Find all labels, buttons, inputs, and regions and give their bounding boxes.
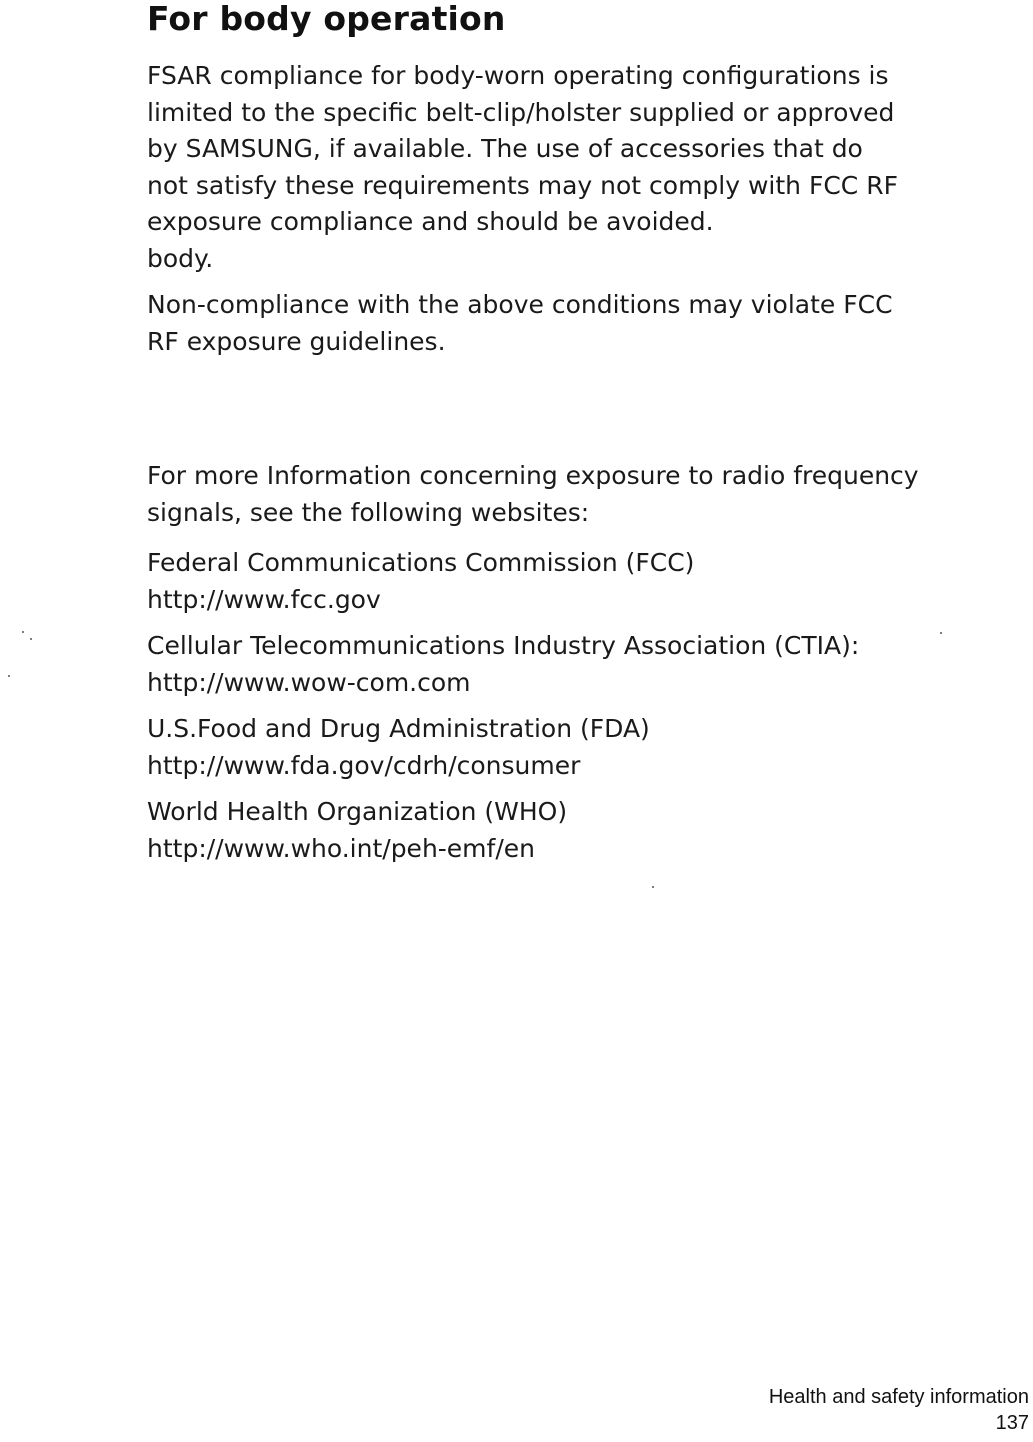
website-name: Federal Communications Commission (FCC): [147, 548, 695, 577]
page-content: [147, 0, 1027, 867]
non-compliance-paragraph: [147, 287, 1027, 360]
scan-speck: [22, 631, 24, 633]
more-info-paragraph: [147, 458, 1027, 531]
paragraph-line: Non-compliance with the above conditions may violate FCC: [147, 290, 893, 319]
paragraph-line: exposure compliance and should be avoided.: [147, 207, 714, 236]
website-link[interactable]: http://www.fcc.gov: [147, 584, 381, 614]
section-heading: For body operation: [147, 0, 506, 38]
website-name: World Health Organization (WHO): [147, 797, 568, 826]
paragraph-line: by SAMSUNG, if available. The use of accessories that do: [147, 134, 863, 163]
website-item: [147, 711, 1027, 784]
website-item: [147, 628, 1027, 701]
website-list: [147, 545, 1027, 867]
paragraph-line: signals, see the following websites:: [147, 497, 590, 527]
scan-speck: [652, 886, 654, 888]
paragraph-line: For more Information concerning exposure to radio frequency: [147, 461, 919, 490]
paragraph-line: limited to the specific belt-clip/holster supplied or approved: [147, 97, 895, 127]
page-number: 137: [995, 1412, 1029, 1434]
scan-speck: [30, 638, 32, 640]
scan-speck: [8, 675, 10, 677]
website-name: Cellular Telecommunications Industry Association (CTIA):: [147, 631, 860, 660]
body-worn-paragraph: [147, 58, 1027, 277]
website-item: [147, 794, 1027, 867]
paragraph-line: FSAR compliance for body-worn operating configurations is: [147, 61, 889, 90]
paragraph-line: RF exposure guidelines.: [147, 326, 446, 356]
paragraph-line: body.: [147, 243, 214, 273]
footer-section-title: Health and safety information: [768, 1386, 1029, 1408]
paragraph-line: not satisfy these requirements may not comply with FCC RF: [147, 170, 898, 200]
page-footer: [769, 1384, 1029, 1436]
website-link[interactable]: http://www.fda.gov/cdrh/consumer: [147, 750, 581, 780]
scan-speck: [940, 632, 942, 634]
website-link[interactable]: http://www.who.int/peh-emf/en: [147, 833, 535, 863]
website-link[interactable]: http://www.wow-com.com: [147, 667, 471, 697]
website-name: U.S.Food and Drug Administration (FDA): [147, 714, 650, 743]
website-item: [147, 545, 1027, 618]
